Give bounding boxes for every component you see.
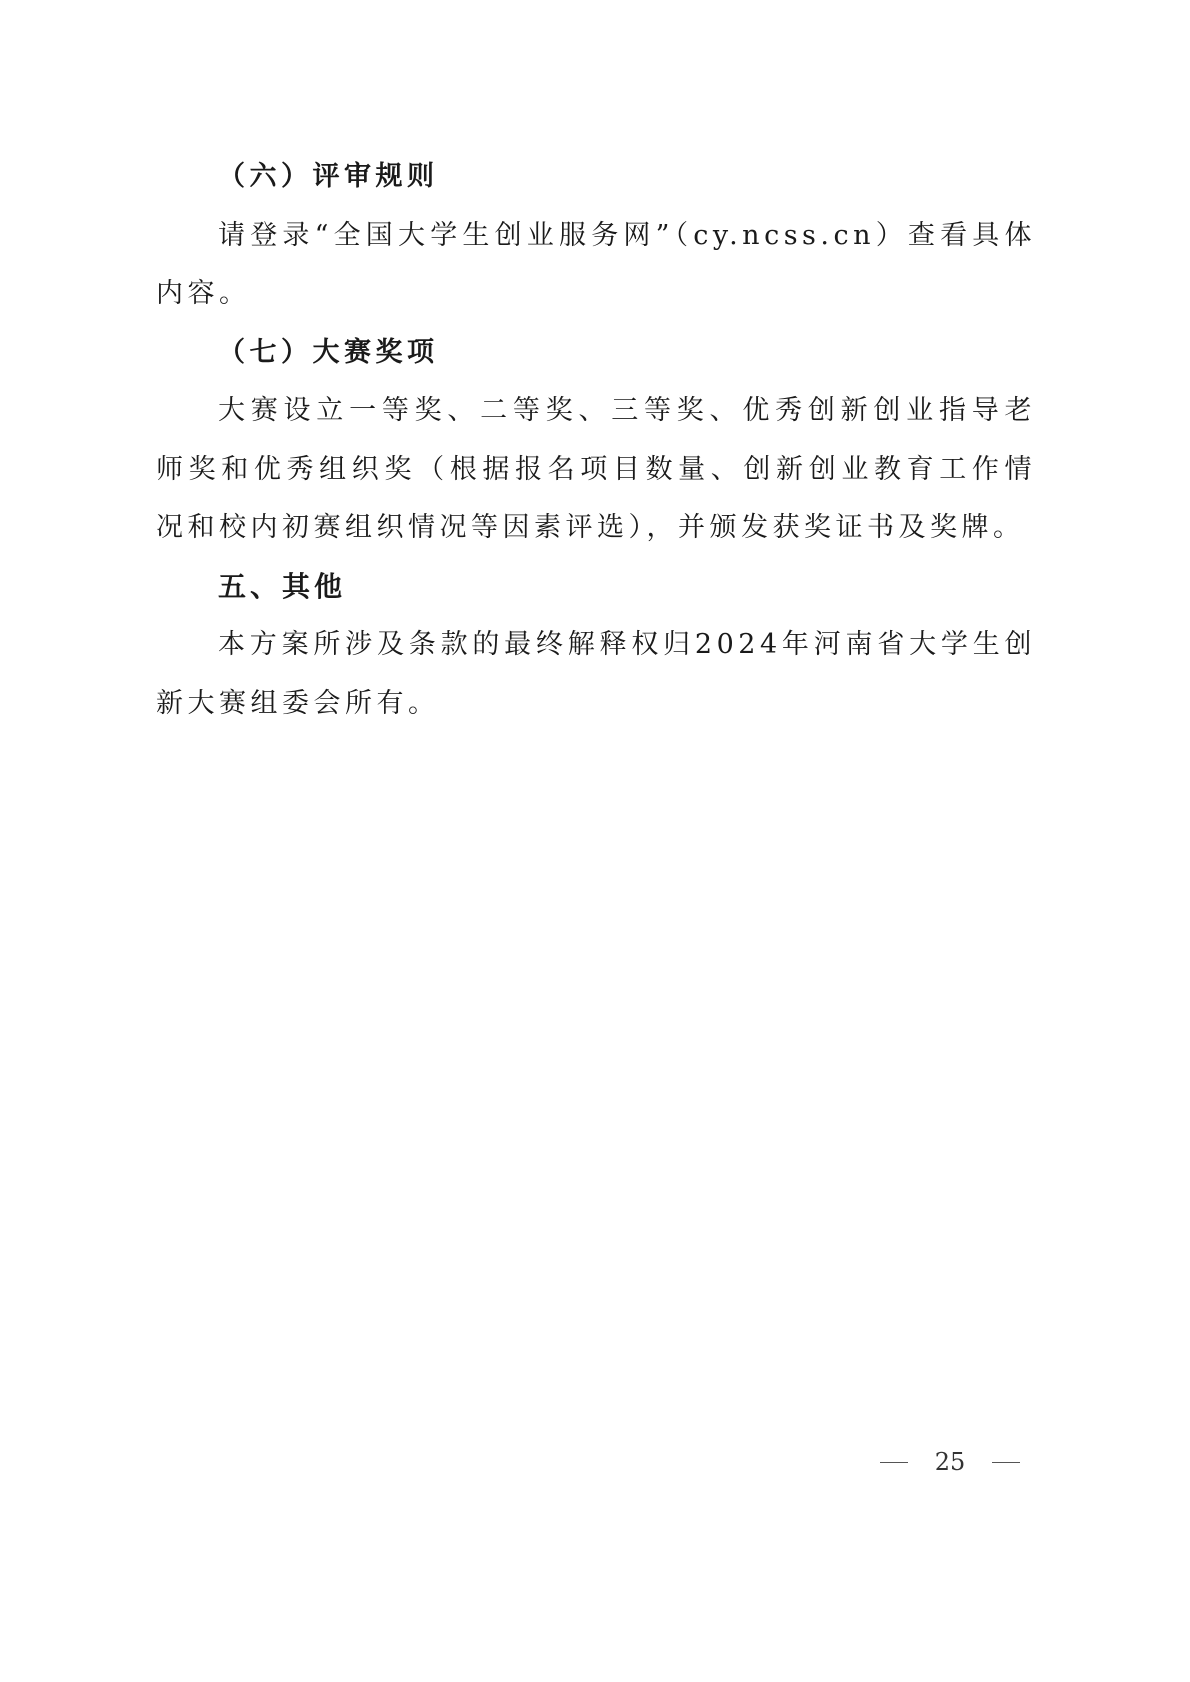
section-heading-awards: （七）大赛奖项: [218, 336, 439, 368]
document-body: [156, 148, 1036, 733]
section-heading-review-rules: （六）评审规则: [218, 161, 439, 192]
page-number-value: 25: [934, 1448, 966, 1476]
paragraph-awards: 大赛设立一等奖、二等奖、三等奖、优秀创新创业指导老师奖和优秀组织奖（根据报名项目数量、创新创业教育工作情况和校内初赛组织情况等因素评选），并颁发获奖证书及奖牌。: [156, 395, 1036, 543]
paragraph-review-rules: 请登录“全国大学生创业服务网”（cy.ncss.cn）查看具体内容。: [156, 219, 1036, 309]
page-number-right-dash: [992, 1462, 1020, 1463]
part-heading-other: 五、其他: [218, 569, 347, 603]
page-number-left-dash: [880, 1462, 908, 1463]
paragraph-other: 本方案所涉及条款的最终解释权归2024年河南省大学生创新大赛组委会所有。: [156, 629, 1036, 719]
page-number: [880, 1448, 1020, 1476]
